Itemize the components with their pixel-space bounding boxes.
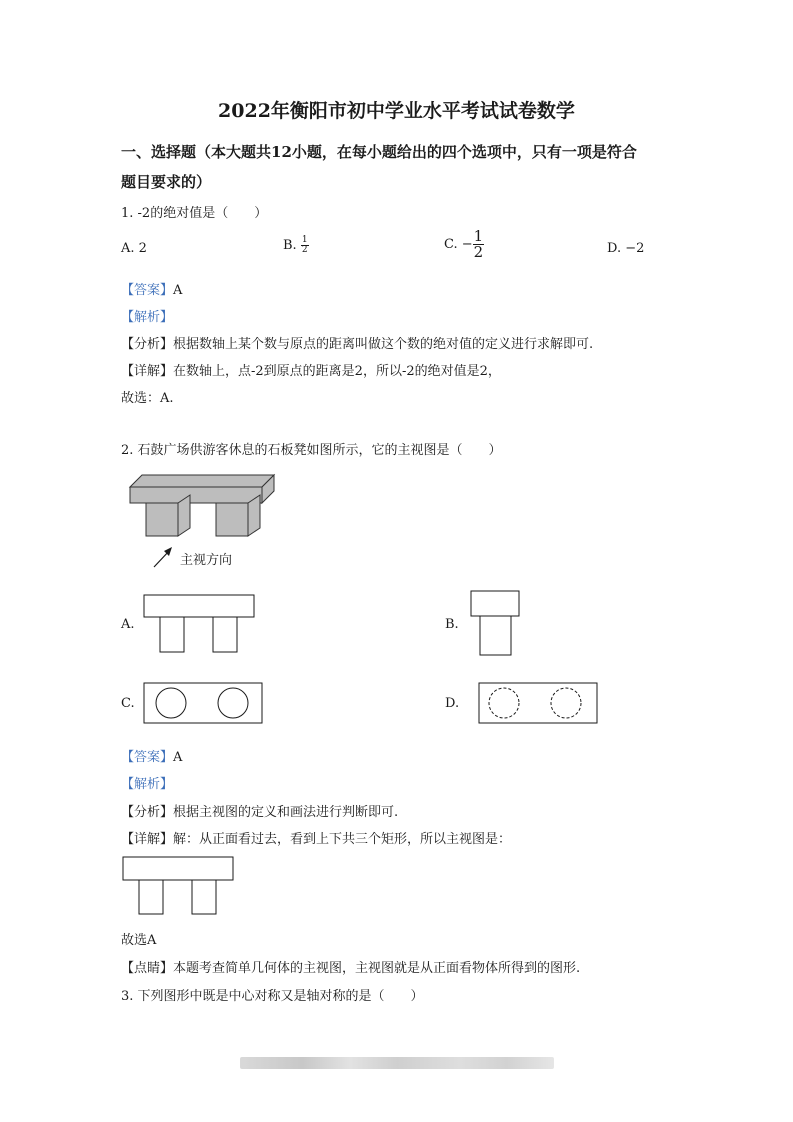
q2-fenxi: 【分析】根据主视图的定义和画法进行判断即可. <box>121 805 399 820</box>
arrow-icon <box>150 545 180 571</box>
q2-conclusion: 故选A <box>121 933 157 948</box>
q1-xiangjie: 【详解】在数轴上，点-2到原点的距离是2，所以-2的绝对值是2， <box>121 364 501 379</box>
q2-option-d-figure <box>478 682 600 726</box>
q1-option-c: C. − $\frac{1}{2}$ <box>444 227 484 261</box>
section-heading: 一、选择题（本大题共12小题，在每小题给出的四个选项中，只有一项是符合 <box>121 143 637 161</box>
blurred-watermark <box>240 1057 554 1069</box>
q2-option-b-label: B. <box>445 617 459 632</box>
view-direction-label: 主视方向 <box>180 553 233 568</box>
stone-bench-figure <box>128 473 278 539</box>
q1-option-d: D. −2 <box>607 241 645 256</box>
page-title: 2022年衡阳市初中学业水平考试试卷数学 <box>218 100 575 122</box>
q2-option-a-label: A. <box>121 617 135 632</box>
q2-answer: 【答案】A <box>121 750 183 765</box>
q2-analysis-tag: 【解析】 <box>121 777 174 792</box>
q2-xiangjie: 【详解】解：从正面看过去，看到上下共三个矩形，所以主视图是： <box>121 832 512 847</box>
q2-option-c-figure <box>143 682 265 726</box>
q2-dianjing: 【点睛】本题考查简单几何体的主视图，主视图就是从正面看物体所得到的图形. <box>121 961 581 976</box>
q2-solution-figure <box>122 856 236 918</box>
q1-conclusion: 故选：A. <box>121 391 174 406</box>
q1-answer: 【答案】A <box>121 283 183 298</box>
q3-stem: 3. 下列图形中既是中心对称又是轴对称的是（ ） <box>121 989 424 1004</box>
q2-stem: 2. 石鼓广场供游客休息的石板凳如图所示，它的主视图是（ ） <box>121 443 502 458</box>
q1-option-a: A. 2 <box>121 241 147 256</box>
q1-option-b: B. $\frac{1}{2}$ <box>283 235 308 255</box>
fraction: $\frac{1}{2}$ <box>301 235 308 255</box>
q1-analysis-tag: 【解析】 <box>121 310 174 325</box>
fraction: $\frac{1}{2}$ <box>473 227 484 261</box>
q2-option-b-figure <box>470 590 522 658</box>
q2-option-a-figure <box>143 594 257 656</box>
q1-stem: 1. -2的绝对值是（ ） <box>121 206 268 221</box>
q1-fenxi: 【分析】根据数轴上某个数与原点的距离叫做这个数的绝对值的定义进行求解即可. <box>121 337 594 352</box>
section-heading-cont: 题目要求的） <box>121 173 212 191</box>
q2-option-c-label: C. <box>121 696 135 711</box>
q2-option-d-label: D. <box>445 696 460 711</box>
